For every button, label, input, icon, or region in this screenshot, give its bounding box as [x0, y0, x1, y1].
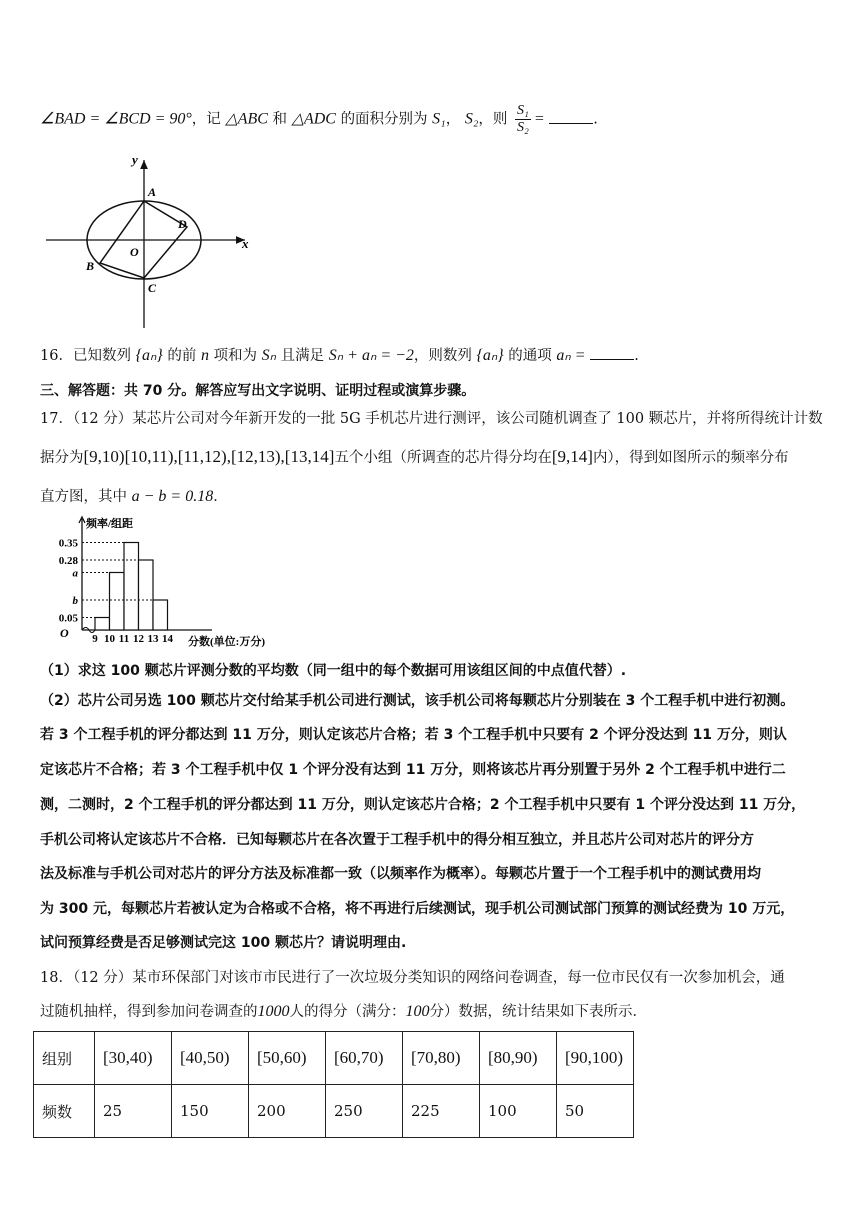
table-cell: [30,40) [95, 1032, 172, 1085]
hist-x-tick-label: 10 [104, 633, 115, 645]
hist-bar [139, 560, 154, 630]
q17-part1: （1）求这 100 颗芯片评测分数的平均数（同一组中的每个数据可用该组区间的中点值代替）. [40, 663, 627, 679]
hist-y-tick-label: 0.05 [58, 612, 78, 625]
hist-x-tick-label: 11 [118, 633, 130, 645]
q17-part2-line: 为 300 元，每颗芯片若被认定为合格或不合格，将不再进行后续测试，现手机公司测试部门预算的测试经费为 10 万元， [40, 901, 795, 917]
label-o: O [130, 245, 139, 259]
answer-blank [590, 345, 634, 360]
label-a: A [148, 185, 157, 199]
hist-y-tick-label: b [72, 595, 78, 607]
q15-line: ∠BAD = ∠BCD = 90°，记 △ABC 和 △ADC 的面积分别为 S₁， S₂，则 $\frac{\text{S₁}}{\text{S₂}}$ = . [40, 103, 598, 135]
label-c: C [148, 281, 157, 295]
svg-text:x: x [242, 236, 249, 251]
q16-line: 16．已知数列 {aₙ} 的前 n 项和为 Sₙ 且满足 Sₙ + aₙ = −2，则数列 {aₙ} 的通项 aₙ = . [40, 347, 639, 364]
q17-part2-line: 测，二测时，2 个工程手机的评分都达到 11 万分，则认定该芯片合格；2 个工程手机中只要有 1 个评分没达到 11 万分， [40, 797, 806, 813]
hist-bar [95, 618, 110, 631]
table-cell: [50,60) [249, 1032, 326, 1085]
answer-blank [549, 109, 593, 124]
hist-bar [110, 573, 125, 631]
q17-line3: 直方图，其中 a − b = 0.18． [40, 488, 228, 505]
hist-x-tick-label: 9 [92, 633, 98, 645]
hist-bar [124, 543, 139, 631]
table-cell: [90,100) [557, 1032, 634, 1085]
table-cell: 100 [480, 1085, 557, 1138]
q17-part2-line: 试问预算经费是否足够测试完这 100 颗芯片？请说明理由. [40, 935, 407, 951]
q18-line2: 过随机抽样，得到参加问卷调查的1000人的得分（满分：100分）数据，统计结果如下表所示． [40, 1003, 647, 1020]
table-row [34, 1085, 634, 1138]
table-cell: 25 [95, 1085, 172, 1138]
q17-part2-line: 若 3 个工程手机的评分都达到 11 万分，则认定该芯片合格；若 3 个工程手机中只要有 2 个评分没达到 11 万分，则认 [40, 727, 787, 743]
hist-xlabel: 分数(单位:万分) [188, 636, 265, 648]
table-cell: [70,80) [403, 1032, 480, 1085]
ellipse-figure [40, 150, 260, 335]
table-cell: 150 [172, 1085, 249, 1138]
table-cell: 250 [326, 1085, 403, 1138]
hist-y-tick-label: a [72, 567, 78, 580]
hist-ylabel: 频率/组距 [86, 518, 134, 530]
hist-x-tick-label: 13 [147, 633, 159, 645]
table-cell: [40,50) [172, 1032, 249, 1085]
q17-part2-line: （2）芯片公司另选 100 颗芯片交付给某手机公司进行测试，该手机公司将每颗芯片分别装在 3 个工程手机中进行初测。 [40, 693, 795, 709]
hist-origin-label: O [60, 626, 69, 640]
table-cell: 200 [249, 1085, 326, 1138]
q17-line2: 据分为[9,10)[10,11),[11,12),[12,13),[13,14]五个小组（所调查的芯片得分均在[9,14]内），得到如图所示的频率分布 [40, 447, 789, 466]
score-frequency-table [33, 1031, 634, 1138]
table-cell: 频数 [34, 1085, 95, 1138]
table-cell: [80,90) [480, 1032, 557, 1085]
angle-condition: ∠BAD = ∠BCD = 90° [40, 110, 192, 128]
table-header-row [34, 1032, 634, 1085]
table-cell: 50 [557, 1085, 634, 1138]
table-cell: [60,70) [326, 1032, 403, 1085]
label-b: B [86, 259, 95, 273]
hist-y-tick-label: 0.28 [58, 555, 78, 567]
hist-x-tick-label: 12 [133, 633, 144, 645]
hist-bar [153, 600, 168, 630]
hist-x-tick-label: 14 [162, 633, 173, 645]
table-cell: 组别 [34, 1032, 95, 1085]
q17-part2-line: 法及标准与手机公司对芯片的评分方法及标准都一致（以频率作为概率）。每颗芯片置于一个工程手机中的测试费用均 [40, 866, 761, 882]
q18-line1: 18．（12 分）某市环保部门对该市市民进行了一次垃圾分类知识的网络问卷调查，每一位市民仅有一次参加机会，通 [40, 970, 785, 986]
q17-part2-line: 定该芯片不合格；若 3 个工程手机中仅 1 个评分没有达到 11 万分，则将该芯片再分别置于另外 2 个工程手机中进行二 [40, 762, 786, 778]
table-cell: 225 [403, 1085, 480, 1138]
section-heading: 三、解答题：共 70 分。解答应写出文字说明、证明过程或演算步骤。 [40, 383, 476, 399]
q17-part2-line: 手机公司将认定该芯片不合格．已知每颗芯片在各次置于工程手机中的得分相互独立，并且芯片公司对芯片的评分方 [40, 832, 754, 848]
label-d: D [178, 217, 187, 231]
frequency-histogram [40, 515, 300, 655]
svg-text:y: y [132, 152, 138, 167]
area-ratio-fraction: $\frac{\text{S₁}}{\text{S₂}}$ [517, 103, 529, 135]
q17-line1: 17．（12 分）某芯片公司对今年新开发的一批 5G 手机芯片进行测评，该公司随机调查了 100 颗芯片，并将所得统计计数 [40, 411, 823, 427]
hist-y-tick-label: 0.35 [58, 537, 78, 550]
